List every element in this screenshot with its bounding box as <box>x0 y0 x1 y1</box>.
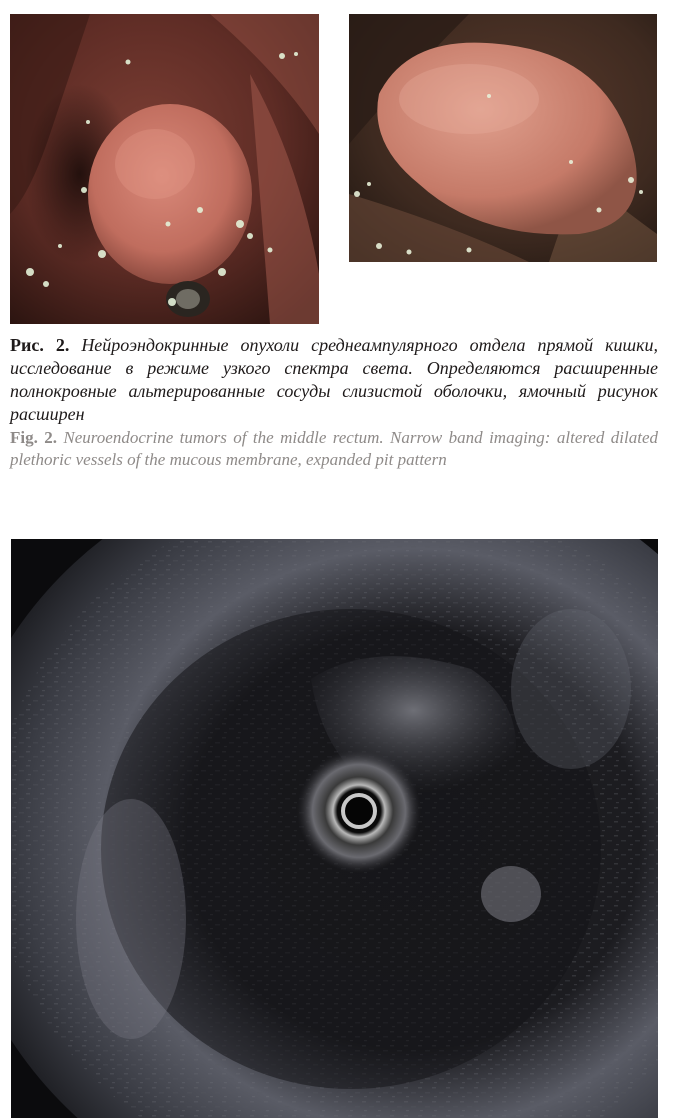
endoscopy-image-left <box>10 14 319 324</box>
figure-caption-text-english: Neuroendocrine tumors of the middle rectum. Narrow band imaging: altered dilated plethoric vessels of the mucous membrane, expanded pit pattern <box>10 428 659 469</box>
endoscopic-ultrasound-image <box>11 539 658 1118</box>
figure-caption-text-russian: Нейроэндокринные опухоли среднеампулярного отдела прямой кишки, исследование в режиме узкого спектра света. Определяются расширенные полнокровные альтерированные сосуды слизистой оболочки, ямочный рисунок расширен <box>10 335 658 424</box>
figure-caption-english <box>10 427 658 471</box>
figure-label-russian: Рис. 2. <box>10 335 70 355</box>
figure-label-english: Fig. 2. <box>10 428 58 447</box>
endoscopy-image-right <box>349 14 657 262</box>
figure-caption-russian <box>10 334 658 426</box>
